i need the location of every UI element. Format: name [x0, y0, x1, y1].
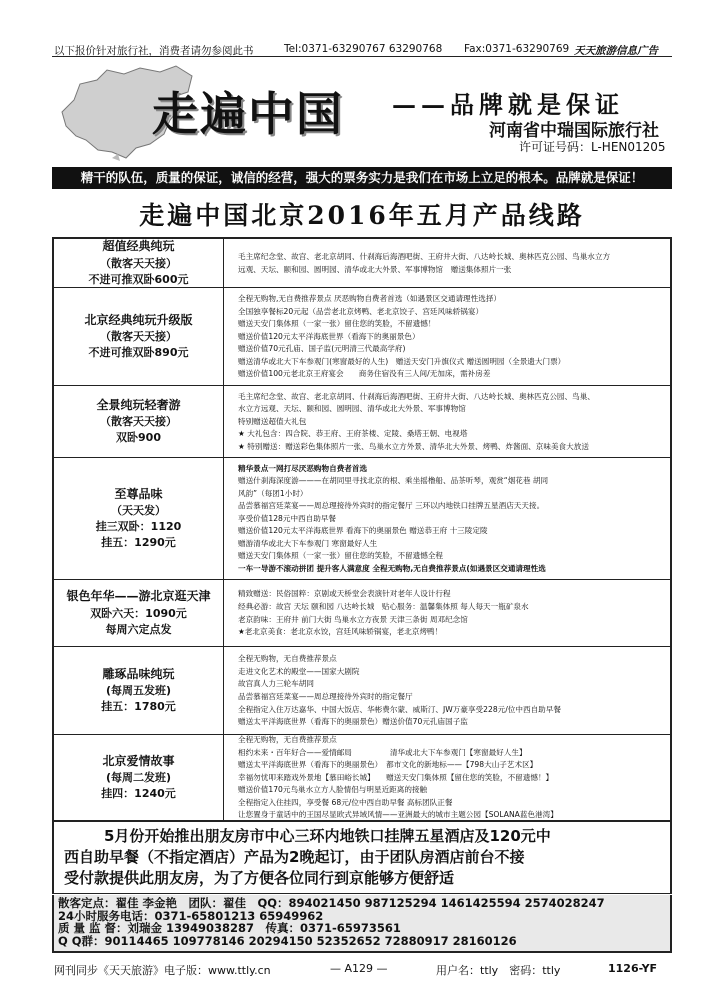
- login-credentials: 用户名：ttly 密码：ttly: [436, 964, 561, 977]
- product-title: 全景纯玩轻奢游: [96, 397, 181, 412]
- product-table: [52, 237, 672, 822]
- brand-slogan: ——品牌就是保证: [392, 90, 624, 119]
- detail-line: 一车一导游不滚动拼团 提升客人满意度 全程无购物,无自费推荐景点(如遇景区交通请理性选: [238, 563, 546, 573]
- page-number: — A129 —: [330, 962, 388, 975]
- detail-line: 相约未来・百年好合——爱情邮局 清华或北大下车参观门【寒窗最好人生】: [238, 747, 527, 757]
- publication-label: 天天旅游信息广告: [574, 45, 658, 57]
- detail-line: 赠送价值170元鸟巢水立方人脸情侣与明星近距离的接触: [238, 785, 428, 795]
- brand-logo: 走遍中国: [152, 87, 344, 141]
- contact-line: 质 量 监 督：刘瑞金 13949038287 传真：0371-65973561: [58, 921, 401, 935]
- detail-line: 赠送什刹海深度游———在胡同里寻找北京的根、乘坐摇橹船、品茶听琴，观赏“烟花巷 胡同: [238, 476, 549, 486]
- detail-line: 全程指定入住万达嘉华、中国大饭店、华彬费尔蒙、威斯汀、JW万豪享受228元/位中西自助早餐: [238, 704, 561, 714]
- top-notice-bar: [52, 43, 672, 57]
- detail-line: 赠送太平洋海底世界（看海下的奥丽景色）赠送价值70元孔庙国子监: [238, 717, 468, 727]
- detail-line: 赠送价值70元孔庙、国子监(元明清三代最高学府): [238, 344, 406, 354]
- product-schedule: (每周二发班): [105, 771, 172, 785]
- product-title: 银色年华——游北京逛天津: [66, 589, 211, 604]
- product-schedule: （天天发）: [111, 504, 166, 518]
- detail-line: ★老北京美食：老北京水饺，宫廷风味轿锅宴，老北京烤鸭！: [238, 627, 443, 637]
- product-price: 双卧900: [116, 431, 161, 445]
- product-title: 超值经典纯玩: [102, 239, 175, 254]
- detail-line: 故宫真人力三轮车胡同: [238, 679, 314, 689]
- product-price: 挂五：1780元: [101, 700, 176, 714]
- detail-line: 水立方远观、天坛、颐和园、圆明园、清华或北大外景、军事博物馆: [238, 404, 466, 414]
- product-summary: [54, 386, 224, 457]
- product-details: [224, 288, 670, 385]
- detail-line: 精致赠送：民俗国粹：京剧或天桥堂会表演针对老年人设计行程: [238, 589, 451, 599]
- detail-line: ★ 特别赠送：赠送彩色集体照片一张、鸟巢水立方外景、清华北大外景、烤鸭、炸酱面、京味美食大放送: [238, 441, 589, 451]
- detail-line: 全程无购物，无自费推荐景点: [238, 654, 337, 664]
- promo-line: 受付款提供此朋友房，为了方便各位同行到京能够方便舒适: [64, 869, 455, 887]
- product-summary: [54, 239, 224, 287]
- product-summary: [54, 288, 224, 385]
- detail-line: 品尝慕福宫廷菜宴——周总理接待外宾时的指定餐厅: [238, 692, 413, 701]
- product-schedule: （散客天天接）: [100, 330, 177, 344]
- product-schedule: （散客天天接）: [100, 415, 177, 429]
- product-price: 挂五：1290元: [101, 536, 176, 550]
- contact-box: [52, 895, 672, 953]
- detail-line: 赠送价值120元太平洋海底世界（看海下的奥丽景色）: [238, 331, 420, 341]
- detail-line: 全程指定入住挂四，享受餐 68元/位中西自助早餐 高标团队正餐: [238, 797, 453, 807]
- detail-line: 老京韵味：王府井 前门大街 鸟巢水立方夜景 天津三条街 周邓纪念馆: [238, 614, 468, 624]
- detail-line: 走进文化艺术的殿堂——国家大剧院: [238, 666, 360, 676]
- contact-line: Q Q群：90114465 109778146 20294150 52352652 72880917 28160126: [58, 933, 517, 948]
- detail-line: 全国独享餐标20元起（品尝老北京烤鸭、老北京饺子、宫廷风味轿锅宴）: [238, 306, 484, 316]
- telephone: Tel:0371-63290767 63290768: [284, 43, 443, 55]
- detail-line: 品尝慕福宫廷菜宴——周总理接待外宾时的指定餐厅 三环以内地铁口挂牌五星酒店天天接。: [238, 501, 545, 511]
- detail-line: 赠游清华或北大下车参观门 寒窗最好人生: [238, 538, 378, 548]
- product-row: [54, 735, 670, 820]
- detail-line: 风韵”（每团1小时）: [238, 488, 308, 498]
- detail-line: 毛主席纪念堂、故宫、老北京胡同、什刹海后海酒吧街、王府井大街、八达岭长城、奥林匹克公园、鸟巢、: [238, 391, 595, 401]
- detail-line: 经典必游：故宫 天坛 颐和园 八达岭长城 贴心服务：温馨集体照 每人每天一瓶矿泉水: [238, 601, 529, 611]
- contact-line: 散客定点：翟佳 李金艳 团队：翟佳 QQ：894021450 987125294 1461425594 2574028247: [58, 896, 605, 910]
- company-name: 河南省中瑞国际旅行社: [489, 121, 659, 141]
- product-row: [54, 288, 670, 386]
- product-price: 挂四：1240元: [101, 787, 176, 801]
- license-number: 许可证号码：L-HEN01205: [519, 140, 666, 154]
- product-row: [54, 239, 670, 288]
- product-details: [224, 735, 670, 820]
- detail-line: 精华景点一网打尽厌恶购物自费者首选: [238, 463, 368, 473]
- product-schedule: (每周五发班): [105, 684, 172, 698]
- detail-line: 让您置身于童话中的王国尽显欧式异域风情——亚洲最大的城市主题公园【SOLANA蓝色港湾】: [238, 810, 558, 820]
- detail-line: 赠送太平洋海底世界（看海下的奥丽景色） 都市文化的新地标——【798大山子艺术区】: [238, 760, 538, 770]
- product-title: 北京经典纯玩升级版: [84, 312, 193, 327]
- detail-line: 赠送价值120元太平洋海底世界 看海下的奥丽景色 赠送恭王府 十三陵定陵: [238, 526, 488, 536]
- company-banner: 精干的队伍，质量的保证，诚信的经营，强大的票务实力是我们在市场上立足的根本。品牌就是保证！: [52, 167, 672, 189]
- issue-code: 1126-YF: [608, 962, 658, 975]
- promo-notice: [52, 822, 672, 894]
- product-price: 不进可推双卧600元: [88, 272, 189, 286]
- notice-text: 以下报价针对旅行社，消费者请勿参阅此书: [54, 45, 254, 57]
- detail-line: 赠送清华或北大下车参观门(寒窗最好的人生) 赠送天安门升旗仪式 赠送圆明园（全景遗大门票）: [238, 356, 566, 366]
- product-title: 北京爱情故事: [102, 753, 175, 768]
- product-summary: [54, 735, 224, 820]
- product-title: 至尊品味: [114, 486, 163, 501]
- detail-line: 全程无购物,无自费推荐景点 厌恶购物自费者首选（如遇景区交通请理性选择）: [238, 294, 502, 304]
- contact-line: 24小时服务电话：0371-65801213 65949962: [58, 908, 324, 923]
- product-summary: [54, 580, 224, 646]
- detail-line: 赠送天安门集体照（一家一张）留住您的笑脸，不留遗憾！: [238, 319, 436, 329]
- product-details: [224, 458, 670, 579]
- product-schedule: （散客天天接）: [100, 256, 177, 270]
- product-row: [54, 647, 670, 735]
- product-schedule: 每周六定点发: [105, 622, 172, 636]
- product-row: [54, 458, 670, 580]
- product-title: 雕琢品味纯玩: [102, 666, 175, 681]
- detail-line: 幸福勿忧叩来踏戏外景地【慕田峪长城】 赠送天安门集体照【留住您的笑脸，不留遗憾！】: [238, 772, 554, 782]
- product-details: [224, 239, 670, 287]
- promo-line: 5月份开始推出朋友房市中心三环内地铁口挂牌五星酒店及120元中: [104, 827, 551, 845]
- page-title: 走遍中国北京2016年五月产品线路: [139, 201, 585, 230]
- detail-line: 全程无购物，无自费推荐景点: [238, 735, 337, 745]
- promo-line: 西自助早餐（不指定酒店）产品为2晚起订，由于团队房酒店前台不接: [64, 848, 525, 866]
- detail-line: 赠送天安门集体照（一家一张）留住您的笑脸，不留遗憾全程: [238, 551, 444, 561]
- product-summary: [54, 647, 224, 734]
- product-row: [54, 580, 670, 647]
- product-details: [224, 647, 670, 734]
- product-price: 不进可推双卧890元: [88, 346, 189, 360]
- brand-header: [52, 60, 672, 162]
- website-link[interactable]: 网刊同步《天天旅游》电子版：www.ttly.cn: [54, 964, 271, 977]
- product-price: 双卧六天：1090元: [90, 606, 187, 620]
- detail-line: 赠送价值100元老北京王府宴会 商务住宿没有三人间/无加床，需补房差: [238, 369, 491, 379]
- product-details: [224, 580, 670, 646]
- product-row: [54, 386, 670, 458]
- detail-line: 享受价值128元中西自助早餐: [238, 513, 337, 523]
- detail-line: 远观、天坛、颐和园、圆明园、清华或北大外景、军事博物馆 赠送集体照片一张: [238, 264, 512, 274]
- fax: Fax:0371-63290769: [464, 43, 570, 55]
- detail-line: 毛主席纪念堂、故宫、老北京胡同、什刹海后海酒吧街、王府井大街、八达岭长城、奥林匹克公园、鸟巢水立方: [238, 251, 611, 261]
- product-summary: [54, 458, 224, 579]
- product-price: 挂三双卧：1120: [95, 520, 182, 534]
- product-details: [224, 386, 670, 457]
- detail-line: 特别赠送超值大礼包: [238, 416, 307, 426]
- detail-line: ★ 大礼包含：四合院、恭王府、王府茶楼、定陵、桑塔王朝、电视塔: [238, 429, 468, 439]
